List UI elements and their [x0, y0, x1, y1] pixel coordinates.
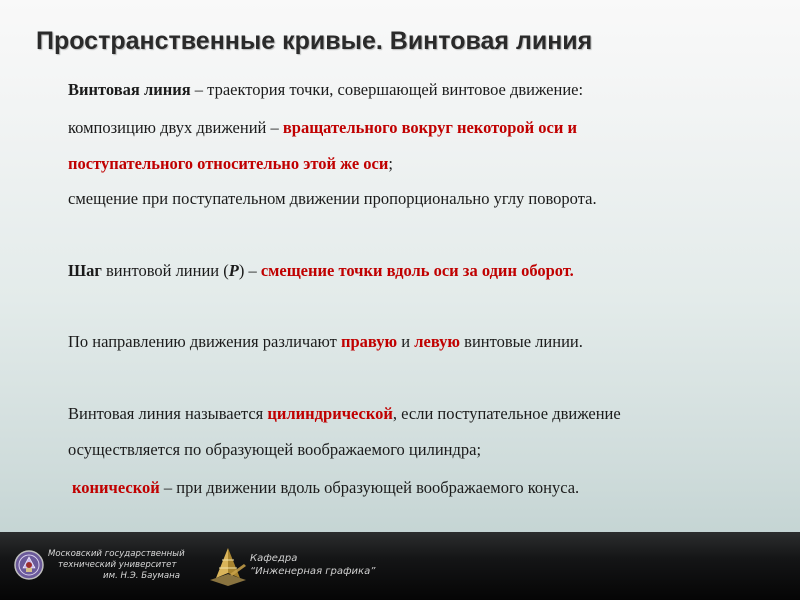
university-line-3: им. Н.Э. Баумана [103, 571, 181, 581]
composition-text: композицию двух движений – [68, 118, 283, 137]
university-line-2: технический университет [58, 560, 177, 570]
pitch-line [68, 261, 574, 281]
right-helix-text: правую [341, 332, 398, 351]
pitch-text-2: ) – [238, 261, 261, 280]
definition-text: – траектория точки, совершающей винтовое движение: [190, 80, 584, 99]
department-line-1: Кафедра [250, 553, 298, 564]
rotational-motion-text: вращательного вокруг некоторой оси и [282, 118, 578, 137]
university-line-1: Московский государственный [48, 549, 185, 559]
cylindrical-text: цилиндрической [267, 404, 393, 423]
left-helix-text: левую [414, 332, 461, 351]
department-logo-icon [208, 544, 248, 586]
definition-line-2 [68, 118, 577, 138]
direction-line [68, 332, 583, 352]
definition-line-3 [68, 154, 393, 174]
definition-line-4: смещение при поступательном движении пропорционально углу поворота. [68, 189, 597, 208]
department-line-2: “Инженерная графика” [250, 566, 376, 577]
types-text-3: – при движении вдоль образующей воображаемого конуса. [159, 478, 580, 497]
types-line-3 [72, 478, 579, 498]
university-name [48, 549, 184, 582]
pitch-definition: смещение точки вдоль оси за один оборот. [260, 261, 574, 280]
footer-bar [0, 532, 800, 600]
slide-title: Пространственные кривые. Винтовая линия [36, 27, 593, 55]
department-name [250, 552, 375, 578]
direction-text: По направлению движения различают [68, 332, 341, 351]
definition-line-1 [68, 80, 583, 100]
helix-term: Винтовая линия [68, 80, 191, 99]
semicolon-text: ; [388, 154, 393, 173]
translational-motion-text: поступательного относительно этой же оси [68, 154, 389, 173]
conical-text: конической [72, 478, 160, 497]
types-text-2: , если поступательное движение [392, 404, 621, 423]
university-emblem-icon [14, 548, 44, 582]
types-line-1 [68, 404, 621, 424]
pitch-term: Шаг [68, 261, 102, 280]
pitch-symbol: P [228, 261, 239, 280]
and-text: и [397, 332, 415, 351]
direction-text-2: винтовые линии. [460, 332, 583, 351]
types-line-2: осуществляется по образующей воображаемого цилиндра; [68, 440, 482, 459]
types-text: Винтовая линия называется [68, 404, 268, 423]
pitch-text: винтовой линии ( [101, 261, 229, 280]
